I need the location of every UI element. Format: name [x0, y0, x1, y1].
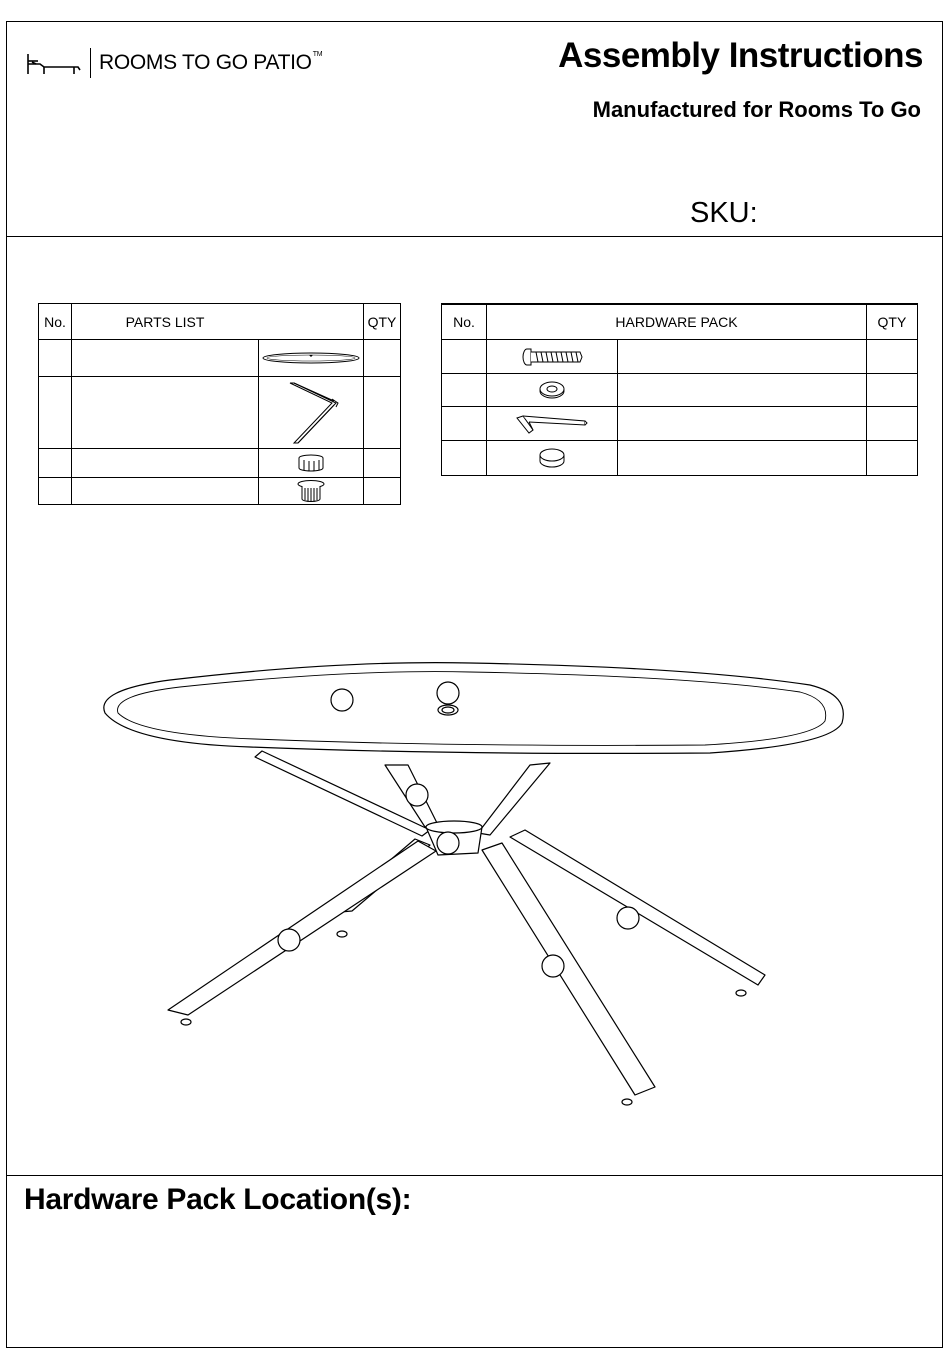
table-row — [39, 340, 401, 377]
logo-separator — [90, 48, 91, 78]
parts-header-qty: QTY — [364, 304, 401, 340]
hardware-pack-table — [441, 304, 918, 476]
right-leg-lower — [482, 843, 655, 1095]
header-divider — [6, 236, 943, 237]
table-row — [442, 441, 918, 476]
allen-key-icon — [515, 412, 589, 436]
parts-header-no: No. — [39, 304, 72, 340]
table-assembly-diagram — [90, 655, 870, 1125]
hardware-header-qty: QTY — [866, 305, 917, 340]
parts-list-table — [38, 303, 401, 505]
hardware-header-no: No. — [442, 305, 487, 340]
table-row — [442, 374, 918, 407]
table-row — [39, 478, 401, 505]
table-row — [442, 407, 918, 441]
sku-label: SKU: — [690, 197, 758, 229]
table-row — [442, 340, 918, 374]
table-row — [39, 449, 401, 478]
footer-divider — [6, 1175, 943, 1176]
lounge-chair-icon — [26, 50, 82, 76]
brand-name: ROOMS TO GO PATIO™ — [99, 51, 323, 74]
v-shaped-leg-icon — [276, 379, 346, 447]
connector-ring-icon — [296, 454, 326, 472]
left-leg-lower — [168, 841, 436, 1015]
page-subtitle: Manufactured for Rooms To Go — [592, 97, 921, 122]
hardware-location-heading: Hardware Pack Location(s): — [24, 1183, 412, 1216]
oval-table-top-icon — [261, 351, 361, 365]
hardware-header-name: HARDWARE PACK — [487, 305, 867, 340]
table-top — [104, 663, 844, 754]
brand-logo — [26, 46, 322, 80]
back-right-leg — [478, 763, 550, 835]
bolt-icon — [520, 347, 584, 367]
table-row — [39, 377, 401, 449]
washer-icon — [537, 380, 567, 400]
parts-header-name: PARTS LIST — [72, 304, 259, 340]
umbrella-hole-cap-icon — [296, 479, 326, 503]
foot-cap-icon — [537, 447, 567, 469]
page-title: Assembly Instructions — [558, 36, 923, 75]
